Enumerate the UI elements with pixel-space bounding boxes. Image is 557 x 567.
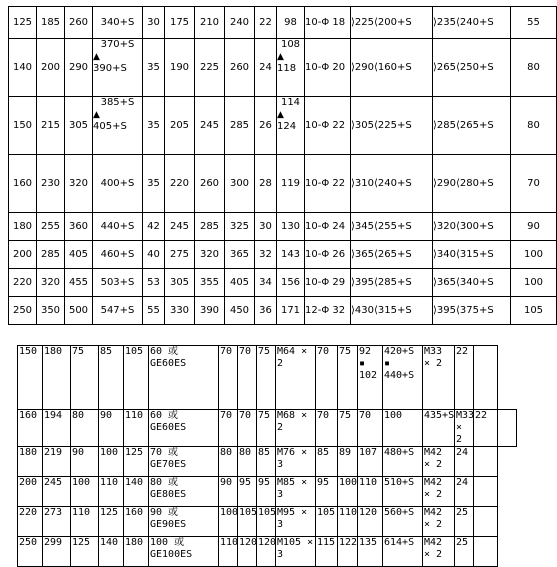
table-cell: 100 bbox=[99, 447, 124, 477]
table-cell: 110 bbox=[71, 507, 99, 537]
dimension-table-upper bbox=[8, 6, 557, 325]
table-cell: 30 bbox=[143, 7, 165, 39]
table-cell: 420+S ▪ 440+S bbox=[383, 346, 423, 410]
table-cell: 460+S bbox=[93, 241, 143, 269]
table-cell: 100 bbox=[71, 477, 99, 507]
table-cell: 25 bbox=[455, 537, 474, 567]
table-row bbox=[18, 346, 517, 410]
table-cell: 24 bbox=[455, 477, 474, 507]
table-cell: 290 bbox=[65, 39, 93, 97]
table-cell bbox=[277, 39, 305, 97]
table-cell: ⟩290⟨280+S bbox=[433, 155, 511, 213]
cell-text: 124 bbox=[277, 121, 297, 132]
table-cell: ⟩320⟨300+S bbox=[433, 213, 511, 241]
table-cell: 180 bbox=[9, 213, 37, 241]
table-cell: ⟩365⟨340+S bbox=[433, 269, 511, 297]
table-cell: M33 × 2 bbox=[423, 346, 455, 410]
table-cell: 10-Φ 20 bbox=[305, 39, 351, 97]
table-cell: 125 bbox=[124, 447, 149, 477]
dimension-table-lower bbox=[17, 345, 517, 567]
table-cell: 26 bbox=[255, 97, 277, 155]
table-cell: 500 bbox=[65, 297, 93, 325]
cell-text: 405+S bbox=[93, 121, 127, 132]
table-cell: 100 bbox=[219, 507, 238, 537]
table-cell: 80 或 GE80ES bbox=[149, 477, 219, 507]
table-cell: 305 bbox=[65, 97, 93, 155]
table-cell: 105 bbox=[238, 507, 257, 537]
table-cell: 35 bbox=[143, 155, 165, 213]
table-cell: 100 bbox=[511, 241, 557, 269]
table-cell: 70 bbox=[219, 410, 238, 447]
table-cell: 219 bbox=[43, 447, 71, 477]
table-cell: 24 bbox=[455, 447, 474, 477]
table-cell: 90 或 GE90ES bbox=[149, 507, 219, 537]
table-cell: 273 bbox=[43, 507, 71, 537]
table-cell: 32 bbox=[255, 241, 277, 269]
table-cell: 285 bbox=[195, 213, 225, 241]
table-cell-empty bbox=[474, 477, 498, 507]
table-cell: 10-Φ 29 bbox=[305, 269, 351, 297]
table-cell: 22 bbox=[474, 410, 498, 447]
table-cell: 325 bbox=[225, 213, 255, 241]
table-cell: 110 bbox=[219, 537, 238, 567]
table-cell: 405 bbox=[225, 269, 255, 297]
table-cell: 140 bbox=[9, 39, 37, 97]
table-cell: 80 bbox=[511, 39, 557, 97]
table-cell: 12-Φ 32 bbox=[305, 297, 351, 325]
cell-text: 108 bbox=[280, 39, 301, 50]
table-row bbox=[9, 7, 557, 39]
table-cell: 95 bbox=[257, 477, 276, 507]
table-cell: 22 bbox=[455, 346, 474, 410]
table-cell: 305 bbox=[165, 269, 195, 297]
table-cell: 35 bbox=[143, 39, 165, 97]
table-cell: 350 bbox=[37, 297, 65, 325]
table-cell: 245 bbox=[165, 213, 195, 241]
table-cell: 435+S bbox=[423, 410, 455, 447]
table-cell: 547+S bbox=[93, 297, 143, 325]
table-cell: 260 bbox=[65, 7, 93, 39]
table-cell: 85 bbox=[99, 346, 124, 410]
table-cell: 440+S bbox=[93, 213, 143, 241]
table-cell: 75 bbox=[257, 410, 276, 447]
table-cell: M76 × 3 bbox=[276, 447, 316, 477]
table-cell bbox=[93, 97, 143, 155]
table-cell: 300 bbox=[225, 155, 255, 213]
table-cell: M42 × 2 bbox=[423, 477, 455, 507]
table-cell: 115 bbox=[316, 537, 338, 567]
table-cell: 25 bbox=[455, 507, 474, 537]
table-row bbox=[18, 410, 517, 447]
cell-text: 118 bbox=[277, 63, 297, 74]
table-cell: 35 bbox=[143, 97, 165, 155]
table-cell: M68 × 2 bbox=[276, 410, 316, 447]
table-cell: 125 bbox=[9, 7, 37, 39]
table-cell: 75 bbox=[257, 346, 276, 410]
table-cell: 85 bbox=[257, 447, 276, 477]
table-cell: 215 bbox=[37, 97, 65, 155]
table-cell: M95 × 3 bbox=[276, 507, 316, 537]
table-cell: 200 bbox=[37, 39, 65, 97]
table-cell: 105 bbox=[257, 507, 276, 537]
table-cell: 205 bbox=[165, 97, 195, 155]
table-cell: 60 或 GE60ES bbox=[149, 346, 219, 410]
table-cell: 125 bbox=[71, 537, 99, 567]
table-cell: 135 bbox=[358, 537, 383, 567]
table-cell: 180 bbox=[18, 447, 43, 477]
table-cell: 34 bbox=[255, 269, 277, 297]
table-cell: 89 bbox=[338, 447, 358, 477]
cell-text: 390+S bbox=[93, 63, 127, 74]
table-cell bbox=[277, 97, 305, 155]
table-cell: 75 bbox=[338, 346, 358, 410]
table-cell: 360 bbox=[65, 213, 93, 241]
table-cell: M42 × 2 bbox=[423, 507, 455, 537]
table-cell: 70 bbox=[316, 346, 338, 410]
table-cell: 405 bbox=[65, 241, 93, 269]
table-cell: 100 bbox=[511, 269, 557, 297]
table-cell: 90 bbox=[71, 447, 99, 477]
table-cell: 340+S bbox=[93, 7, 143, 39]
table-cell: ⟩345⟨255+S bbox=[351, 213, 433, 241]
table-cell: 285 bbox=[225, 97, 255, 155]
table-cell: 70 bbox=[316, 410, 338, 447]
table-cell: 150 bbox=[9, 97, 37, 155]
table-cell: 160 bbox=[124, 507, 149, 537]
table-cell: 40 bbox=[143, 241, 165, 269]
table-cell: 80 bbox=[511, 97, 557, 155]
table-row bbox=[9, 97, 557, 155]
table-cell: 60 或 GE60ES bbox=[149, 410, 219, 447]
table-cell: 455 bbox=[65, 269, 93, 297]
table-cell: 70 bbox=[238, 346, 257, 410]
table-cell: ⟩310⟨240+S bbox=[351, 155, 433, 213]
table-cell: 55 bbox=[143, 297, 165, 325]
table-cell: 180 bbox=[124, 537, 149, 567]
table-cell-empty bbox=[474, 346, 498, 410]
table-cell: 230 bbox=[37, 155, 65, 213]
table-cell: M105 × 3 bbox=[276, 537, 316, 567]
table-cell: 53 bbox=[143, 269, 165, 297]
table-cell: 95 bbox=[316, 477, 338, 507]
table-cell: 100 或 GE100ES bbox=[149, 537, 219, 567]
table-cell: 190 bbox=[165, 39, 195, 97]
table-cell: 220 bbox=[9, 269, 37, 297]
table-cell: 510+S bbox=[383, 477, 423, 507]
table-cell: 210 bbox=[195, 7, 225, 39]
table-cell: 125 bbox=[99, 507, 124, 537]
table-cell: 85 bbox=[316, 447, 338, 477]
table-cell: 70 bbox=[238, 410, 257, 447]
table-cell: 330 bbox=[165, 297, 195, 325]
table-cell: 110 bbox=[338, 507, 358, 537]
table-cell: 400+S bbox=[93, 155, 143, 213]
table-cell: 255 bbox=[37, 213, 65, 241]
table-cell: 92 ▪ 102 bbox=[358, 346, 383, 410]
table-cell: 260 bbox=[225, 39, 255, 97]
table-cell: 119 bbox=[277, 155, 305, 213]
table-row bbox=[9, 297, 557, 325]
triangle-marker-icon: ▲ bbox=[93, 110, 100, 120]
table-cell: 122 bbox=[338, 537, 358, 567]
table-cell: ⟩395⟨285+S bbox=[351, 269, 433, 297]
table-cell: 100 bbox=[338, 477, 358, 507]
table-cell: M42 × 2 bbox=[423, 447, 455, 477]
table-cell: M85 × 3 bbox=[276, 477, 316, 507]
table-cell-empty bbox=[474, 537, 498, 567]
table-cell: ⟩395⟨375+S bbox=[433, 297, 511, 325]
table-cell: 320 bbox=[195, 241, 225, 269]
table-cell: 22 bbox=[255, 7, 277, 39]
table-cell: 175 bbox=[165, 7, 195, 39]
table-cell: 143 bbox=[277, 241, 305, 269]
table-cell: 75 bbox=[71, 346, 99, 410]
cell-text: 385+S bbox=[100, 97, 135, 108]
table-cell: 240 bbox=[225, 7, 255, 39]
table-cell: 130 bbox=[277, 213, 305, 241]
table-cell: 70 bbox=[511, 155, 557, 213]
table-cell: 80 bbox=[71, 410, 99, 447]
table-cell: 70 或 GE70ES bbox=[149, 447, 219, 477]
table-row bbox=[18, 537, 517, 567]
table-cell: ⟩305⟨225+S bbox=[351, 97, 433, 155]
table-cell: 107 bbox=[358, 447, 383, 477]
table-row bbox=[18, 477, 517, 507]
table-cell: ⟩265⟨250+S bbox=[433, 39, 511, 97]
table-cell: 185 bbox=[37, 7, 65, 39]
table-cell-empty bbox=[474, 507, 498, 537]
table-cell: 42 bbox=[143, 213, 165, 241]
table-cell: 10-Φ 22 bbox=[305, 155, 351, 213]
table-cell: 503+S bbox=[93, 269, 143, 297]
table-cell: 355 bbox=[195, 269, 225, 297]
table-row bbox=[9, 155, 557, 213]
table-cell: 24 bbox=[255, 39, 277, 97]
table-cell: ⟩235⟨240+S bbox=[433, 7, 511, 39]
table-cell: 365 bbox=[225, 241, 255, 269]
table-cell: ⟩430⟨315+S bbox=[351, 297, 433, 325]
table-cell: 110 bbox=[124, 410, 149, 447]
table-cell: 28 bbox=[255, 155, 277, 213]
table-cell: 156 bbox=[277, 269, 305, 297]
table-row bbox=[9, 39, 557, 97]
table-cell: 245 bbox=[195, 97, 225, 155]
triangle-marker-icon: ▲ bbox=[93, 52, 100, 62]
table-cell: M42 × 2 bbox=[423, 537, 455, 567]
table-cell: 160 bbox=[18, 410, 43, 447]
table-cell: 105 bbox=[124, 346, 149, 410]
table-cell: 70 bbox=[358, 410, 383, 447]
table-cell: 160 bbox=[9, 155, 37, 213]
triangle-marker-icon: ▲ bbox=[277, 52, 284, 62]
table-cell: 180 bbox=[43, 346, 71, 410]
table-cell: 98 bbox=[277, 7, 305, 39]
table-cell: 90 bbox=[99, 410, 124, 447]
table-cell: 105 bbox=[316, 507, 338, 537]
table-cell: 320 bbox=[37, 269, 65, 297]
table-cell: 75 bbox=[338, 410, 358, 447]
table-cell: 120 bbox=[238, 537, 257, 567]
table-cell: 110 bbox=[358, 477, 383, 507]
table-cell: 171 bbox=[277, 297, 305, 325]
table-cell: ⟩340⟨315+S bbox=[433, 241, 511, 269]
triangle-marker-icon: ▲ bbox=[277, 110, 284, 120]
table-cell: 55 bbox=[511, 7, 557, 39]
table-cell: 100 bbox=[383, 410, 423, 447]
table-cell: 260 bbox=[195, 155, 225, 213]
table-cell: 614+S bbox=[383, 537, 423, 567]
table-cell: 225 bbox=[195, 39, 225, 97]
table-cell: 90 bbox=[511, 213, 557, 241]
table-row bbox=[9, 269, 557, 297]
table-cell bbox=[93, 39, 143, 97]
table-cell: ⟩285⟨265+S bbox=[433, 97, 511, 155]
table-cell: ⟩225⟨200+S bbox=[351, 7, 433, 39]
table-cell: 70 bbox=[219, 346, 238, 410]
table-cell: 450 bbox=[225, 297, 255, 325]
table-cell: ⟩365⟨265+S bbox=[351, 241, 433, 269]
table-cell: 140 bbox=[99, 537, 124, 567]
table-cell: 140 bbox=[124, 477, 149, 507]
table-row bbox=[9, 241, 557, 269]
table-cell: 480+S bbox=[383, 447, 423, 477]
table-cell: 560+S bbox=[383, 507, 423, 537]
table-cell: 220 bbox=[18, 507, 43, 537]
table-cell-empty bbox=[498, 410, 517, 447]
table-cell: M64 × 2 bbox=[276, 346, 316, 410]
table-cell: 30 bbox=[255, 213, 277, 241]
table-cell: 200 bbox=[18, 477, 43, 507]
table-cell: 299 bbox=[43, 537, 71, 567]
table-cell: 120 bbox=[358, 507, 383, 537]
table-cell: 80 bbox=[238, 447, 257, 477]
table-cell: 95 bbox=[238, 477, 257, 507]
table-cell: M33 × 2 bbox=[456, 410, 475, 445]
table-cell: 90 bbox=[219, 477, 238, 507]
table-cell: 194 bbox=[43, 410, 71, 447]
table-cell: 245 bbox=[43, 477, 71, 507]
table-cell: 80 bbox=[219, 447, 238, 477]
table-cell: 200 bbox=[9, 241, 37, 269]
table-cell: 105 bbox=[511, 297, 557, 325]
table-cell-empty bbox=[474, 447, 498, 477]
table-cell: 285 bbox=[37, 241, 65, 269]
table-cell: 10-Φ 22 bbox=[305, 97, 351, 155]
table-cell: 120 bbox=[257, 537, 276, 567]
cell-text: 114 bbox=[280, 97, 301, 108]
table-cell: 250 bbox=[9, 297, 37, 325]
table-cell: 110 bbox=[99, 477, 124, 507]
table-cell: 10-Φ 24 bbox=[305, 213, 351, 241]
table-cell: 275 bbox=[165, 241, 195, 269]
table-cell: 320 bbox=[65, 155, 93, 213]
table-cell: 250 bbox=[18, 537, 43, 567]
table-cell: ⟩290⟨160+S bbox=[351, 39, 433, 97]
table-cell: 10-Φ 26 bbox=[305, 241, 351, 269]
table-cell: 150 bbox=[18, 346, 43, 410]
table-row bbox=[18, 507, 517, 537]
table-cell: 220 bbox=[165, 155, 195, 213]
table-row bbox=[9, 213, 557, 241]
table-cell: 36 bbox=[255, 297, 277, 325]
cell-text: 370+S bbox=[100, 39, 135, 50]
table-cell: 390 bbox=[195, 297, 225, 325]
table-cell: 10-Φ 18 bbox=[305, 7, 351, 39]
table-row bbox=[18, 447, 517, 477]
